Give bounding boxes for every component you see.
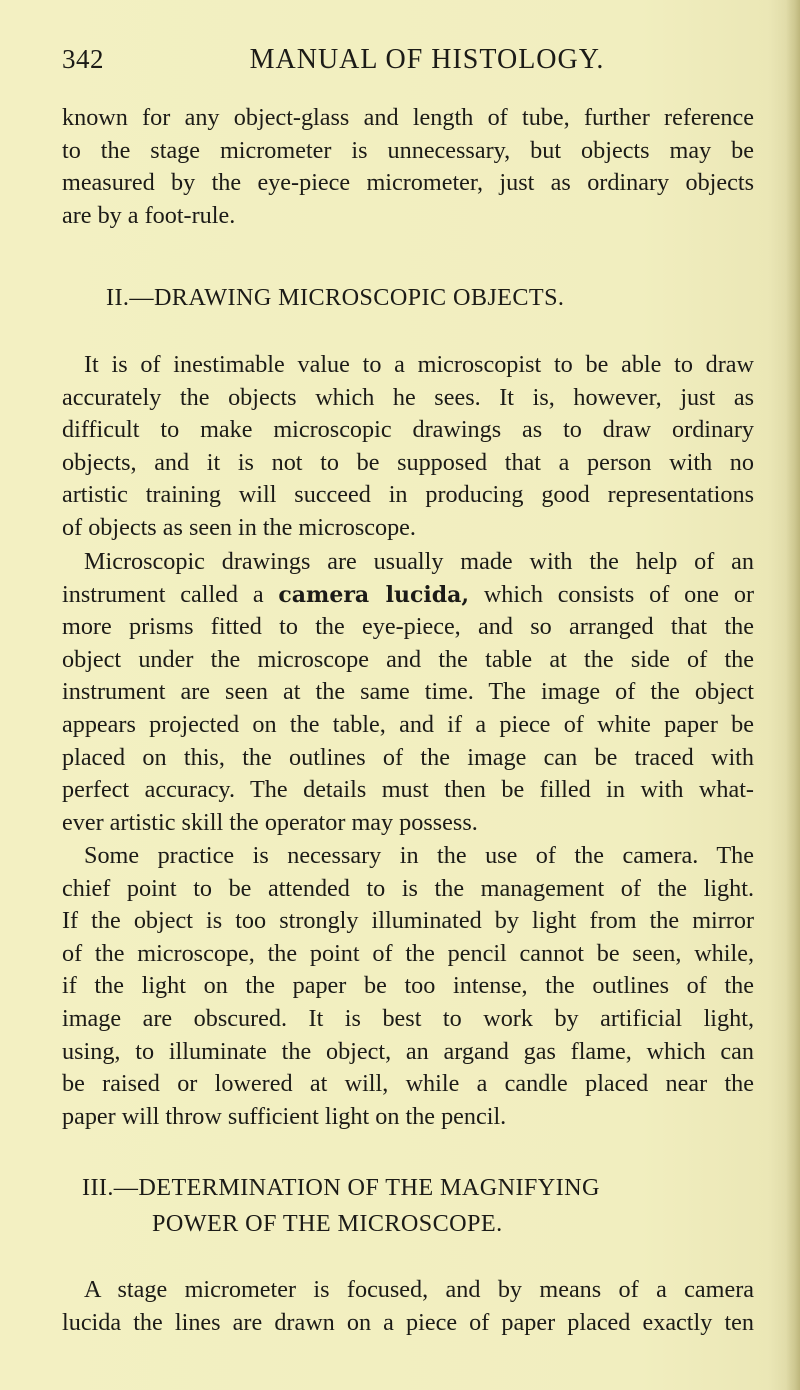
text-line: known for any object-glass and length of tube, further reference [62,104,754,131]
text-line: Some practice is necessary in the use of the camera. The [84,842,754,869]
text-line: difficult to make microscopic drawings as to draw ordinary [62,416,754,444]
text-line: Microscopic drawings are usually made with the help of an [84,548,754,575]
text-line: be raised or lowered at will, while a candle placed near the [62,1070,754,1098]
text-line: lucida the lines are drawn on a piece of paper placed exactly ten [62,1308,754,1336]
text-line: object under the microscope and the table at the side of the [62,645,754,673]
section-heading-magnifying [62,1172,754,1240]
text-line: A stage micrometer is focused, and by means of a camera [84,1276,754,1303]
text-line: placed on this, the outlines of the image can be traced with [62,743,754,771]
text-line: objects, and it is not to be supposed that a person with no [62,448,754,476]
text-line: using, to illuminate the object, an argand gas flame, which can [62,1037,754,1065]
text-line: if the light on the paper be too intense, the outlines of the [62,972,754,1000]
heading-line: III.—DETERMINATION OF THE MAGNIFYING [82,1174,600,1201]
text-line: appears projected on the table, and if a piece of white paper be [62,710,754,738]
text-line: instrument are seen at the same time. The image of the object [62,678,754,706]
paragraph-camera-lucida [62,546,754,839]
heading-line: II.—DRAWING MICROSCOPIC OBJECTS. [106,284,565,311]
running-head [62,44,752,84]
text-line: more prisms fitted to the eye-piece, and so arranged that the [62,613,754,641]
text-line: paper will throw sufficient light on the pencil. [62,1102,507,1130]
text-line: perfect accuracy. The details must then be filled in with what- [62,776,754,804]
text-line: If the object is too strongly illuminated by light from the mirror [62,907,754,935]
text-line: of objects as seen in the microscope. [62,513,416,541]
text-line: artistic training will succeed in producing good representations [62,481,754,509]
text-line: It is of inestimable value to a microscopist to be able to draw [84,351,754,378]
heading-line: POWER OF THE MICROSCOPE. [152,1209,503,1237]
section-heading-drawing [62,282,798,315]
text-line: ever artistic skill the operator may possess. [62,808,478,836]
bold-term: camera lucida, [278,581,469,608]
text-line: image are obscured. It is best to work by artificial light, [62,1004,754,1032]
text-line: measured by the eye-piece micrometer, just as ordinary objects [62,169,754,197]
paragraph-drawing-intro [62,349,754,545]
paragraph-stage-micrometer [62,1274,754,1339]
running-title: MANUAL OF HISTOLOGY. [249,44,605,75]
page-number: 342 [62,44,104,74]
text-segment: instrument called a [62,580,279,608]
text-segment: which consists of one or [469,580,754,608]
paragraph-intro [62,102,754,232]
text-line: accurately the objects which he sees. It is, however, just as [62,383,754,411]
text-line: chief point to be attended to is the management of the light. [62,874,754,902]
text-line-with-term [62,579,754,612]
page-edge-shadow [786,0,800,1390]
text-line: to the stage micrometer is unnecessary, but objects may be [62,136,754,164]
paragraph-practice [62,840,754,1133]
text-line: are by a foot-rule. [62,201,236,229]
text-line: of the microscope, the point of the pencil cannot be seen, while, [62,939,754,967]
